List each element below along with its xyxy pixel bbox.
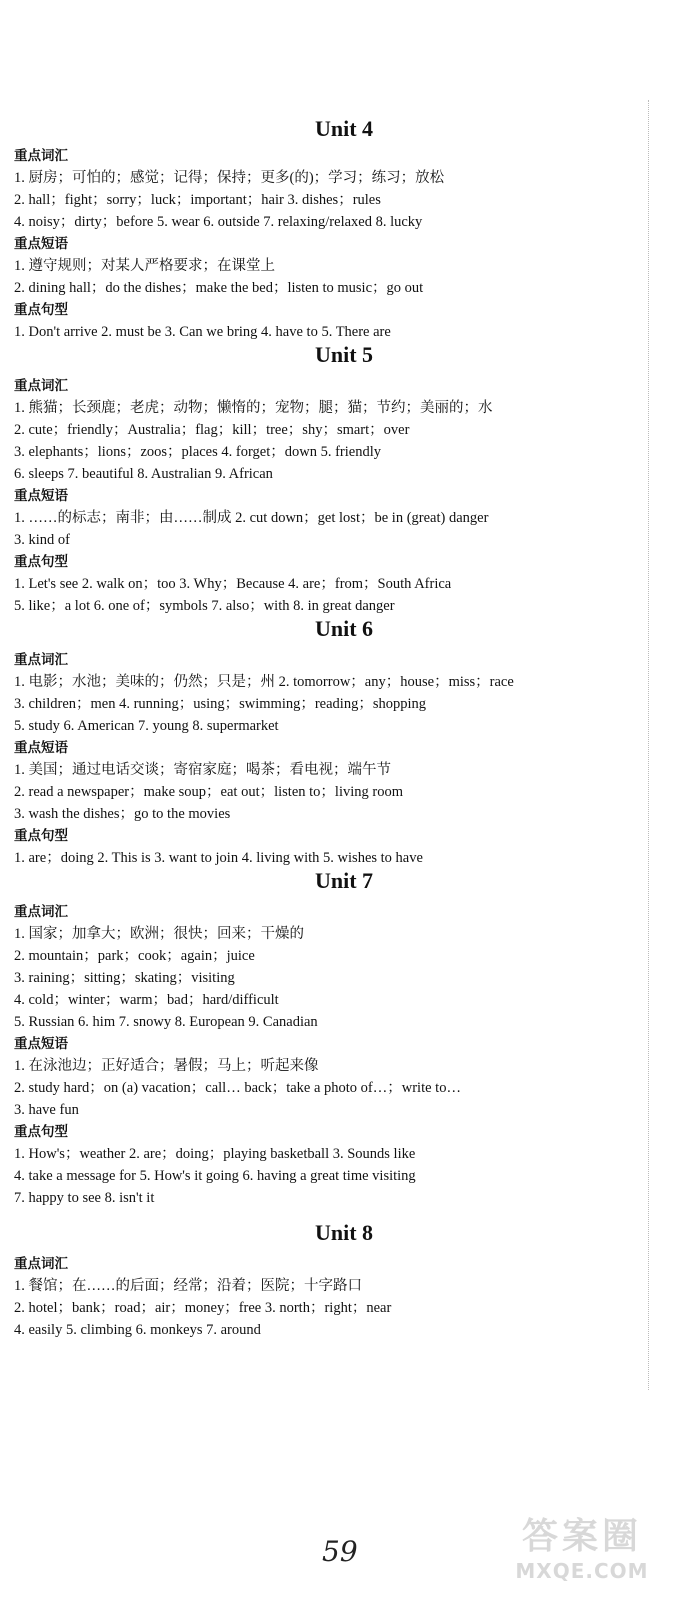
section-heading-vocabulary: 重点词汇 — [14, 148, 68, 164]
answer-line: 4. noisy；dirty；before 5. wear 6. outside 7. relaxing/relaxed 8. lucky — [14, 214, 423, 230]
answer-line: 3. elephants；lions；zoos；places 4. forget；down 5. friendly — [14, 444, 381, 460]
answer-line: 3. children；men 4. running；using；swimming；reading；shopping — [14, 696, 427, 712]
answer-line: 7. happy to see 8. isn't it — [14, 1190, 155, 1206]
unit-6 — [14, 615, 634, 869]
answer-line: 3. raining；sitting；skating；visiting — [14, 970, 235, 986]
answer-line: 2. hall；fight；sorry；luck；important；hair 3. dishes；rules — [14, 192, 381, 208]
answer-line: 1. Don't arrive 2. must be 3. Can we bring 4. have to 5. There are — [14, 324, 391, 340]
answer-line: 1. 在泳池边；正好适合；暑假；马上；听起来像 — [14, 1058, 319, 1074]
answer-line: 5. like；a lot 6. one of；symbols 7. also；with 8. in great danger — [14, 598, 395, 614]
unit-8 — [14, 1219, 634, 1341]
answer-line: 4. easily 5. climbing 6. monkeys 7. around — [14, 1322, 261, 1338]
answer-line: 5. study 6. American 7. young 8. supermarket — [14, 718, 279, 734]
answer-line: 1. How's；weather 2. are；doing；playing basketball 3. Sounds like — [14, 1146, 416, 1162]
section-heading-vocabulary: 重点词汇 — [14, 904, 68, 920]
unit-title: Unit 8 — [314, 1220, 374, 1245]
answer-line: 1. 餐馆；在……的后面；经常；沿着；医院；十字路口 — [14, 1278, 362, 1294]
answer-line: 3. wash the dishes；go to the movies — [14, 806, 231, 822]
answer-line: 2. hotel；bank；road；air；money；free 3. north；right；near — [14, 1300, 392, 1316]
answer-line: 5. Russian 6. him 7. snowy 8. European 9. Canadian — [14, 1014, 318, 1030]
answer-line: 1. are；doing 2. This is 3. want to join 4. living with 5. wishes to have — [14, 850, 423, 866]
watermark-logo — [492, 1515, 672, 1593]
answer-line: 1. 遵守规则；对某人严格要求；在课堂上 — [14, 258, 275, 274]
answer-line: 1. 国家；加拿大；欧洲；很快；回来；干燥的 — [14, 926, 304, 942]
answer-line: 3. kind of — [14, 532, 70, 548]
unit-title: Unit 6 — [314, 616, 374, 641]
answer-line: 2. cute；friendly；Australia；flag；kill；tree；shy；smart；over — [14, 422, 410, 438]
answer-line: 1. Let's see 2. walk on；too 3. Why；Because 4. are；from；South Africa — [14, 576, 452, 592]
page-edge-dotted-rule — [648, 100, 649, 1390]
answer-line: 4. cold；winter；warm；bad；hard/difficult — [14, 992, 279, 1008]
section-heading-phrases: 重点短语 — [14, 236, 68, 252]
answer-line: 2. study hard；on (a) vacation；call… back；take a photo of…；write to… — [14, 1080, 461, 1096]
answer-line: 2. mountain；park；cook；again；juice — [14, 948, 255, 964]
unit-title: Unit 7 — [314, 868, 374, 893]
watermark-url: MXQE.COM — [515, 1559, 649, 1583]
answer-line: 1. 美国；通过电话交谈；寄宿家庭；喝茶；看电视；端午节 — [14, 762, 391, 778]
section-heading-vocabulary: 重点词汇 — [14, 378, 68, 394]
answer-line: 1. 电影；水池；美味的；仍然；只是；州 2. tomorrow；any；house；miss；race — [14, 674, 514, 690]
answer-key-content — [14, 112, 634, 1341]
answer-line: 4. take a message for 5. How's it going 6. having a great time visiting — [14, 1168, 416, 1184]
answer-line: 2. read a newspaper；make soup；eat out；listen to；living room — [14, 784, 403, 800]
unit-4 — [14, 115, 634, 343]
unit-title: Unit 5 — [314, 342, 374, 367]
section-heading-sentences: 重点句型 — [14, 302, 68, 318]
watermark-text: 答案圈 — [521, 1516, 642, 1557]
section-heading-phrases: 重点短语 — [14, 1036, 68, 1052]
answer-line: 1. 厨房；可怕的；感觉；记得；保持；更多(的)；学习；练习；放松 — [14, 170, 445, 186]
section-heading-vocabulary: 重点词汇 — [14, 1256, 68, 1272]
answer-line: 3. have fun — [14, 1102, 79, 1118]
unit-title: Unit 4 — [314, 116, 374, 141]
unit-7 — [14, 867, 634, 1209]
answer-line: 6. sleeps 7. beautiful 8. Australian 9. African — [14, 466, 273, 482]
section-heading-sentences: 重点句型 — [14, 1124, 68, 1140]
unit-5 — [14, 341, 634, 617]
answer-line: 1. ……的标志；南非；由……制成 2. cut down；get lost；be in (great) danger — [14, 510, 489, 526]
answer-line: 1. 熊猫；长颈鹿；老虎；动物；懒惰的；宠物；腿；猫；节约；美丽的；水 — [14, 400, 493, 416]
handwritten-page-number: 59 — [322, 1535, 358, 1568]
section-heading-vocabulary: 重点词汇 — [14, 652, 68, 668]
answer-line: 2. dining hall；do the dishes；make the bed；listen to music；go out — [14, 280, 424, 296]
section-heading-sentences: 重点句型 — [14, 828, 68, 844]
section-heading-phrases: 重点短语 — [14, 740, 68, 756]
section-heading-phrases: 重点短语 — [14, 488, 68, 504]
section-heading-sentences: 重点句型 — [14, 554, 68, 570]
